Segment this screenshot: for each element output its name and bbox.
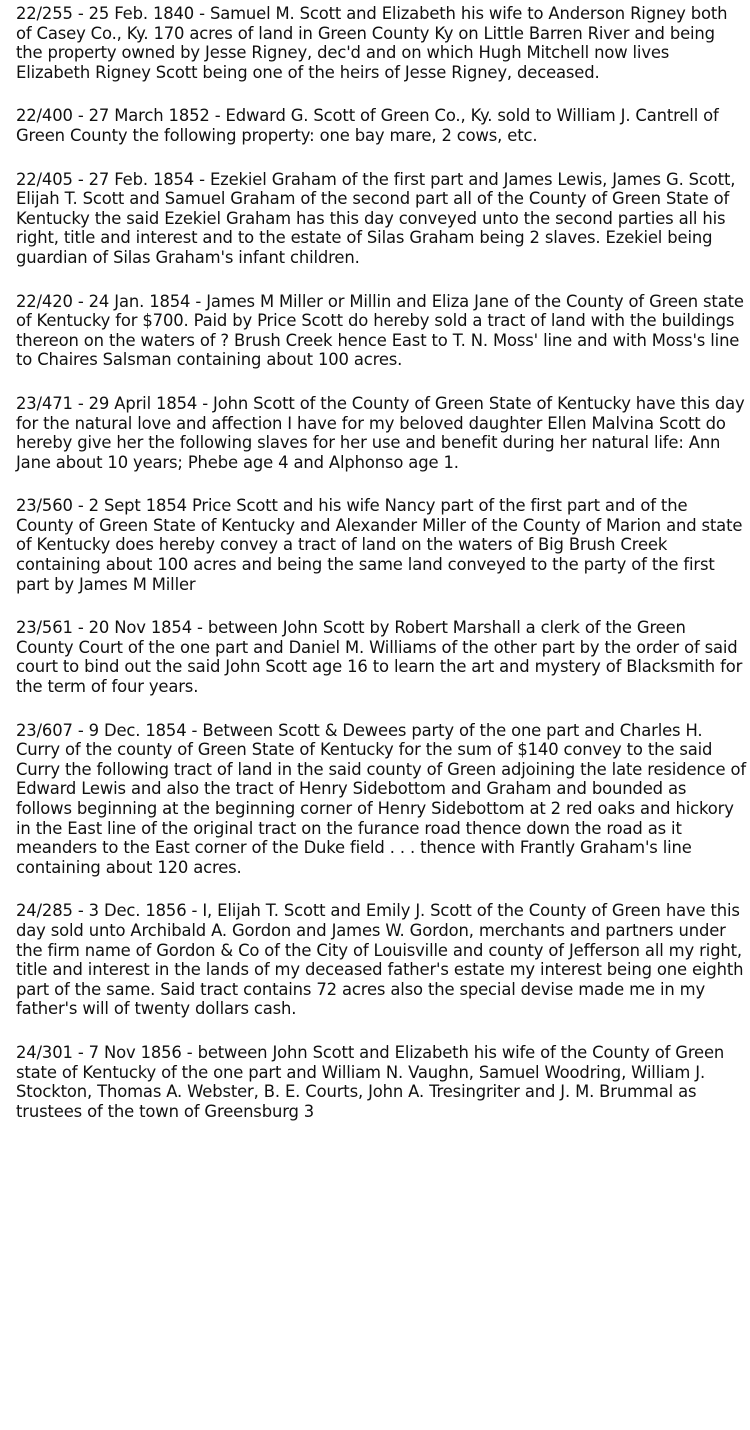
deed-entry-22-420: 22/420 - 24 Jan. 1854 - James M Miller or Millin and Eliza Jane of the County of Green state of Kentucky for $700. Paid by Price Scott do hereby sold a tract of land with the buildings thereon on the waters of ? Brush Creek hence East to T. N. Moss' line and with Moss's line to Chaires Salsman containing about 100 acres. [16, 291, 744, 370]
deed-entry-22-255: 22/255 - 25 Feb. 1840 - Samuel M. Scott and Elizabeth his wife to Anderson Rigney both of Casey Co., Ky. 170 acres of land in Green County Ky on Little Barren River and being the property owned by Jesse Rigney, dec'd and on which Hugh Mitchell now lives Elizabeth Rigney Scott being one of the heirs of Jesse Rigney, deceased. [16, 4, 728, 82]
deed-entry-23-560: 23/560 - 2 Sept 1854 Price Scott and his wife Nancy part of the first part and of the County of Green State of Kentucky and Alexander Miller of the County of Marion and state of Kentucky does hereby convey a tract of land on the waters of Big Brush Creek containing about 100 acres and being the same land conveyed to the party of the first part by James M Miller [16, 496, 743, 594]
deed-entry-22-405: 22/405 - 27 Feb. 1854 - Ezekiel Graham of the first part and James Lewis, James G. Scott, Elijah T. Scott and Samuel Graham of the second part all of the County of Green State of Kentucky the said Ezekiel Graham has this day conveyed unto the second parties all his right, title and interest and to the estate of Silas Graham being 2 slaves. Ezekiel being guardian of Silas Graham's infant children. [16, 169, 736, 267]
deed-entry-24-301: 24/301 - 7 Nov 1856 - between John Scott and Elizabeth his wife of the County of Green state of Kentucky of the one part and William N. Vaughn, Samuel Woodring, William J. Stockton, Thomas A. Webster, B. E. Courts, John A. Tresingriter and J. M. Brummal as trustees of the town of Greensburg 3 [16, 1042, 725, 1121]
deed-entry-24-285: 24/285 - 3 Dec. 1856 - I, Elijah T. Scott and Emily J. Scott of the County of Green have this day sold unto Archibald A. Gordon and James W. Gordon, merchants and partners under the firm name of Gordon & Co of the City of Louisville and county of Jefferson all my right, title and interest in the lands of my deceased father's estate my interest being one eighth part of the same. Said tract contains 72 acres also the special devise made me in my father's will of twenty dollars cash. [16, 901, 744, 1019]
deed-entry-23-607: 23/607 - 9 Dec. 1854 - Between Scott & Dewees party of the one part and Charles H. Curry of the county of Green State of Kentucky for the sum of $140 convey to the said Curry the following tract of land in the said county of Green adjoining the late residence of Edward Lewis and also the tract of Henry Sidebottom and Graham and bounded as follows beginning at the beginning corner of Henry Sidebottom at 2 red oaks and hickory in the East line of the original tract on the furance road thence down the road as it meanders to the East corner of the Duke field . . . thence with Frantly Graham's line containing about 120 acres. [16, 720, 746, 877]
deed-entry-23-471: 23/471 - 29 April 1854 - John Scott of the County of Green State of Kentucky have this day for the natural love and affection I have for my beloved daughter Ellen Malvina Scott do hereby give her the following slaves for her use and benefit during her natural life: Ann Jane about 10 years; Phebe age 4 and Alphonso age 1. [16, 393, 745, 472]
deed-entry-22-400: 22/400 - 27 March 1852 - Edward G. Scott of Green Co., Ky. sold to William J. Cantrell of Green County the following property: one bay mare, 2 cows, etc. [16, 106, 719, 145]
deed-entry-23-561: 23/561 - 20 Nov 1854 - between John Scott by Robert Marshall a clerk of the Green County Court of the one part and Daniel M. Williams of the other part by the order of said court to bind out the said John Scott age 16 to learn the art and mystery of Blacksmith for the term of four years. [16, 618, 743, 697]
